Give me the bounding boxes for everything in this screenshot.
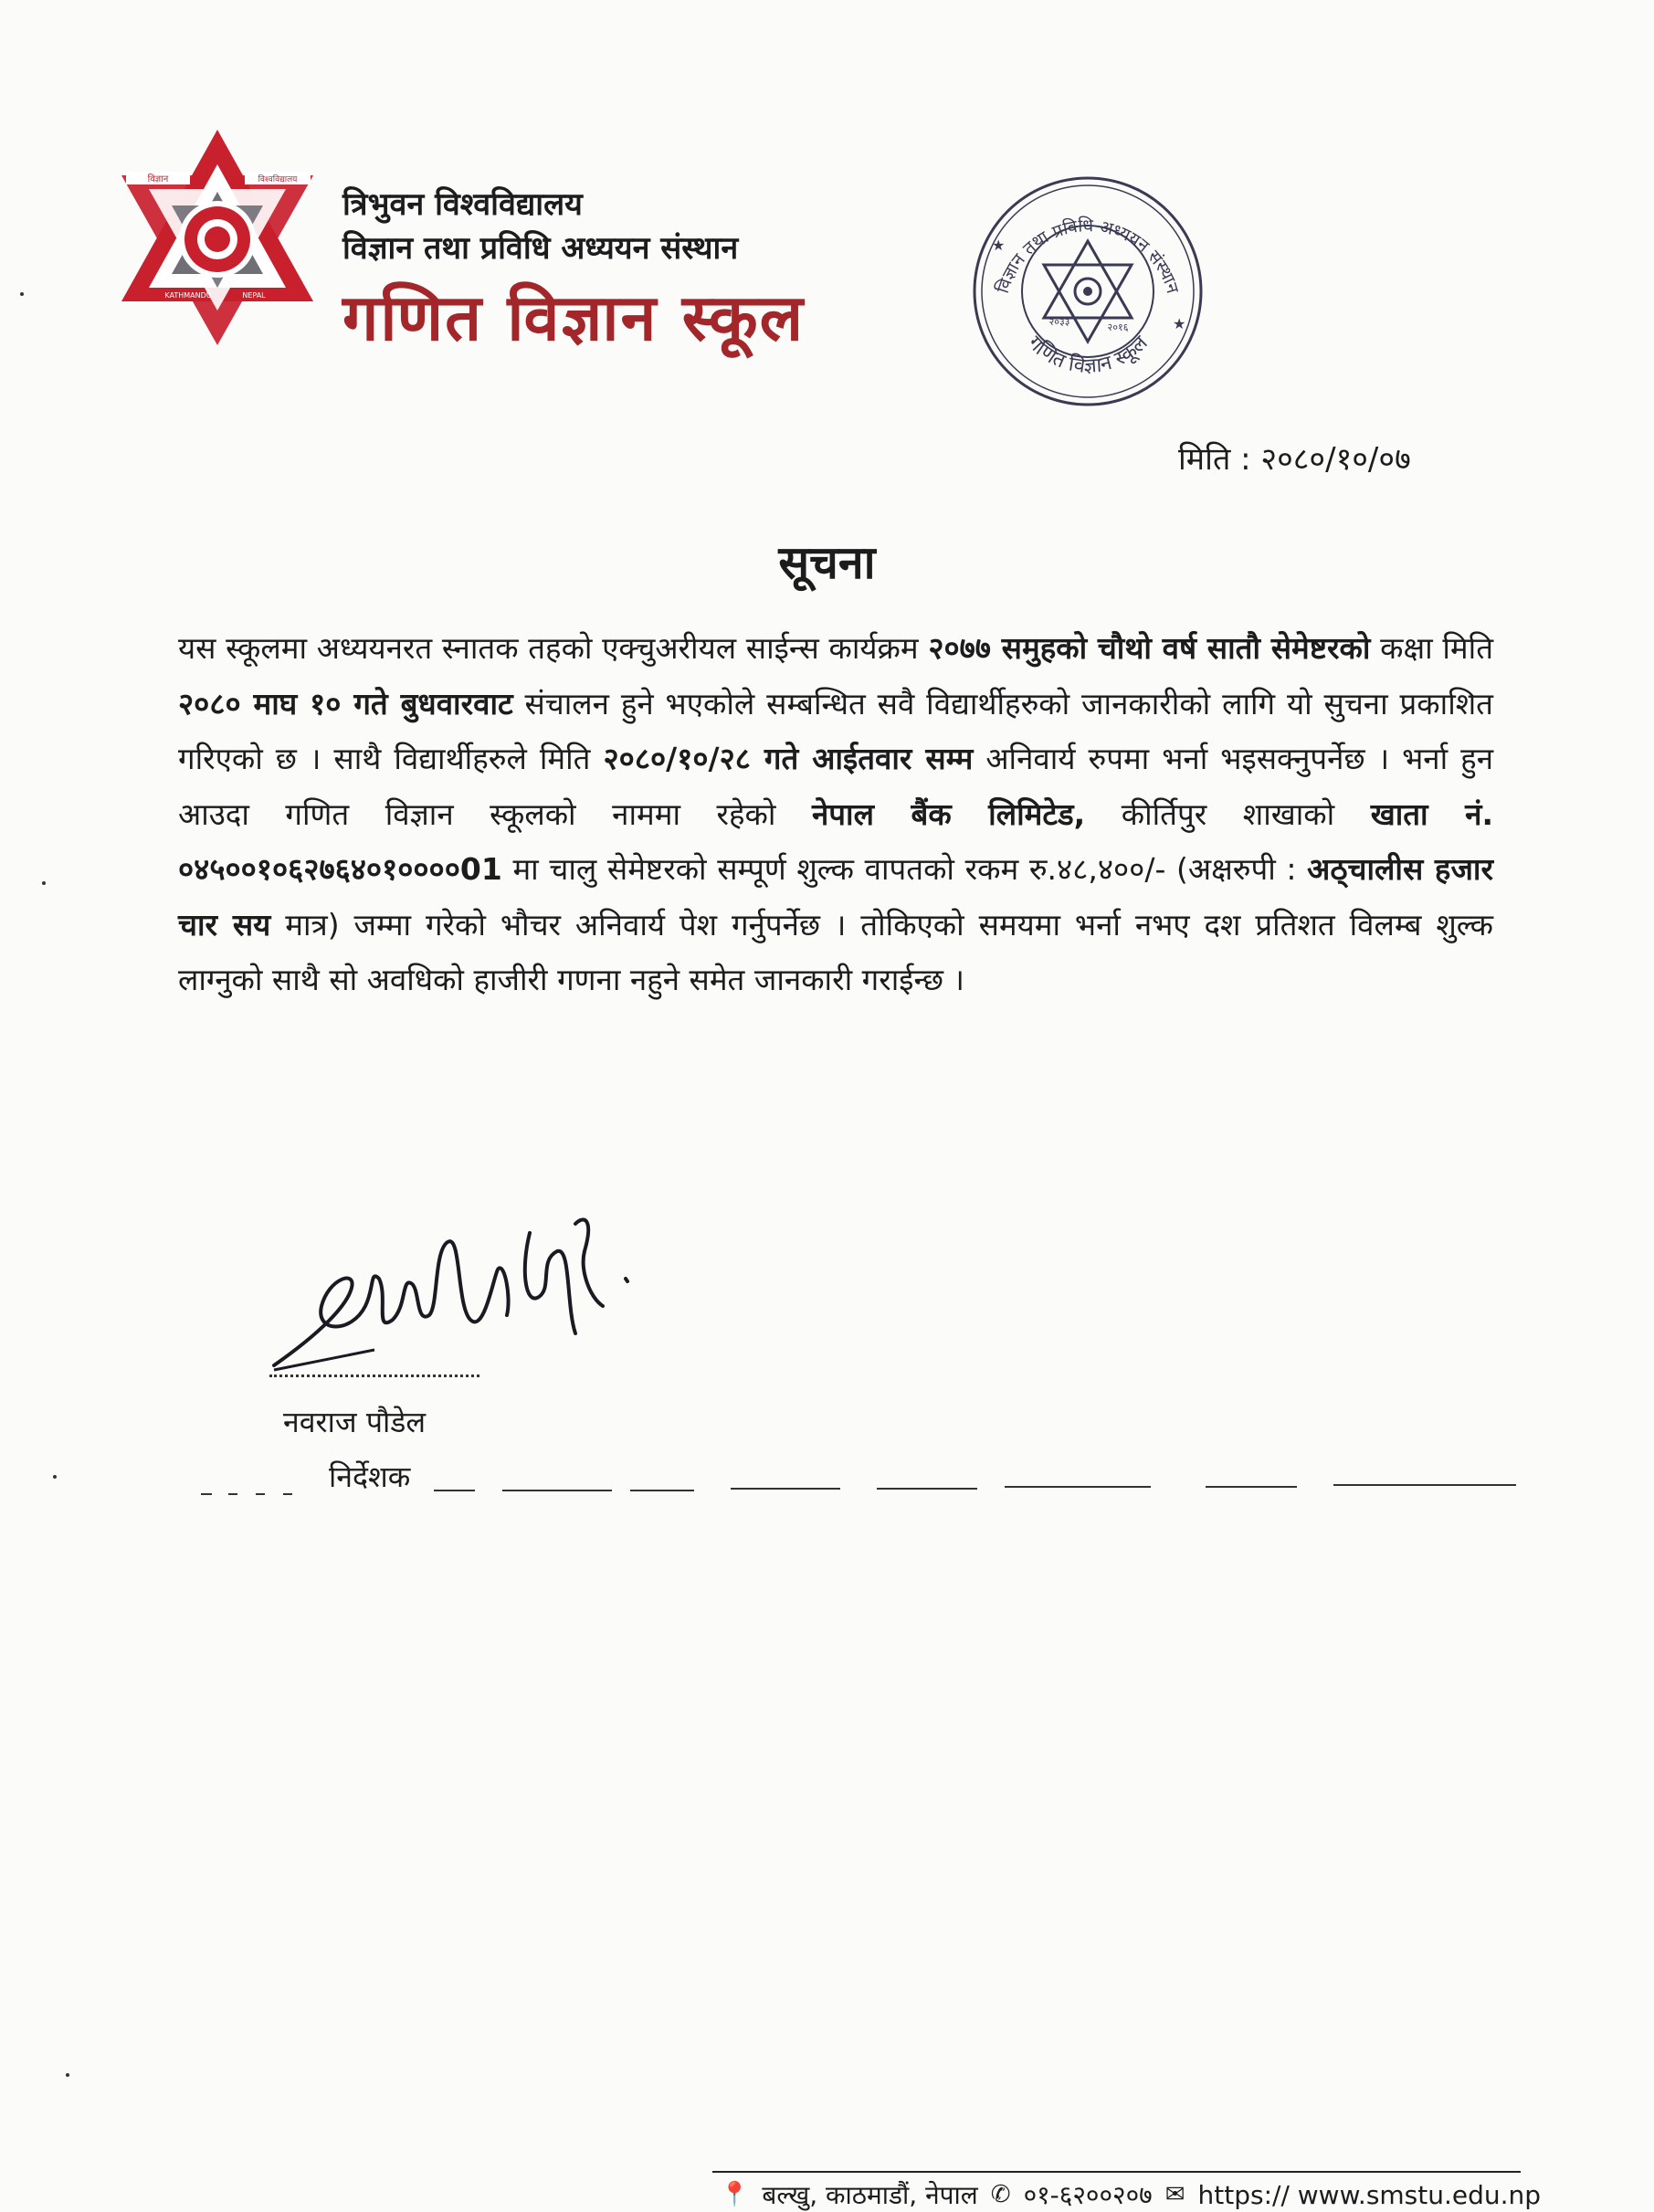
institute-name: विज्ञान तथा प्रविधि अध्ययन संस्थान <box>342 230 739 267</box>
notice-body-text: मात्र) जम्मा गरेको भौचर अनिवार्य पेश गर्नुपर्नेछ । तोकिएको समयमा भर्ना नभए दश प्रतिशत विलम्ब शुल्क लाग्नुको साथै सो अवधिको हाजीरी गणना नहुने समेत जानकारी गराईन्छ । <box>178 906 1493 997</box>
logo-text-top-right: विश्वविद्यालय <box>258 175 298 184</box>
signer-title: निर्देशक <box>329 1459 411 1494</box>
tribhuvan-university-logo <box>117 128 318 347</box>
school-stamp <box>970 174 1206 409</box>
scan-speck <box>20 292 24 296</box>
footer-phone: ०१-६२००२०७ <box>1023 2180 1153 2210</box>
school-name: गणित विज्ञान स्कूल <box>342 279 806 355</box>
director-signature <box>265 1196 667 1379</box>
broken-underline <box>201 1481 1516 1500</box>
location-pin-icon: 📍 <box>720 2181 750 2208</box>
scan-speck <box>53 1475 57 1479</box>
stamp-text-bottom: गणित विज्ञान स्कूल <box>1023 332 1153 379</box>
signer-name: नवराज पौडेल <box>283 1405 427 1439</box>
notice-body-bold: नेपाल बैंक लिमिटेड, <box>811 795 1086 832</box>
notice-body-text: यस स्कूलमा अध्ययनरत स्नातक तहको एक्चुअरीयल साईन्स कार्यक्रम <box>178 630 929 666</box>
logo-text-bottom-right: NEPAL <box>242 291 266 300</box>
svg-text:गणित विज्ञान स्कूल <box>1023 332 1153 378</box>
svg-text:विज्ञान तथा प्रविधि अध्ययन संस <box>992 215 1183 296</box>
stamp-year-right: २०१६ <box>1107 321 1129 333</box>
notice-body-text: मा चालु सेमेष्टरको सम्पूर्ण शुल्क वापतको रकम रु.४८,४००/- (अक्षरुपी : <box>501 851 1308 887</box>
footer-address: बल्खु, काठमाडौं, नेपाल <box>762 2180 978 2210</box>
mail-icon: ✉ <box>1164 2181 1185 2208</box>
stamp-text-top: विज्ञान तथा प्रविधि अध्ययन संस्थान <box>993 216 1183 296</box>
footer-website[interactable]: https:// www.smstu.edu.np <box>1197 2179 1542 2210</box>
notice-body-bold: अठ्चालीस हजार चार सय <box>178 851 1493 943</box>
notice-body-bold: २०७७ समुहको चौथो वर्ष सातौ सेमेष्टरको <box>928 630 1371 666</box>
footer <box>720 2177 1541 2212</box>
svg-text:★: ★ <box>992 237 1006 254</box>
signature-dotted-line <box>269 1375 479 1377</box>
logo-text-bottom-left: KATHMANDU <box>164 291 212 300</box>
notice-body-text: कीर्तिपुर शाखाको <box>1085 795 1371 832</box>
notice-body-bold: २०८० माघ १० गते बुधवारवाट <box>178 685 513 722</box>
scan-speck <box>66 2073 69 2077</box>
logo-text-top-left: विज्ञान <box>147 174 169 184</box>
notice-body-bold: खाता नं. ०४५००१०६२७६४०१००००01 <box>178 795 1493 887</box>
scan-speck <box>42 881 46 885</box>
notice-body-text: अनिवार्य रुपमा भर्ना भइसक्नुपर्नेछ । भर्ना हुन आउदा गणित विज्ञान स्कूलको नाममा रहेको <box>178 741 1494 832</box>
phone-icon: ✆ <box>990 2181 1011 2208</box>
university-name: त्रिभुवन विश्वविद्यालय <box>342 186 583 223</box>
notice-body-text: संचालन हुने भएकोले सम्बन्धित सवै विद्यार्थीहरुको जानकारीको लागि यो सुचना प्रकाशित गरिएको छ । साथै विद्यार्थीहरुले मिति <box>178 685 1493 776</box>
notice-body <box>178 621 1493 1008</box>
notice-body-bold: २०८०/१०/२८ गते आईतवार सम्म <box>603 741 974 776</box>
stamp-year-left: २०३३ <box>1048 316 1070 328</box>
notice-title: सूचना <box>778 536 876 589</box>
notice-body-text: कक्षा मिति <box>1370 630 1494 666</box>
letterhead <box>342 183 982 362</box>
notice-date: मिति : २०८०/१०/०७ <box>1178 441 1411 478</box>
footer-rule <box>712 2171 1521 2173</box>
svg-text:★: ★ <box>1173 315 1186 332</box>
